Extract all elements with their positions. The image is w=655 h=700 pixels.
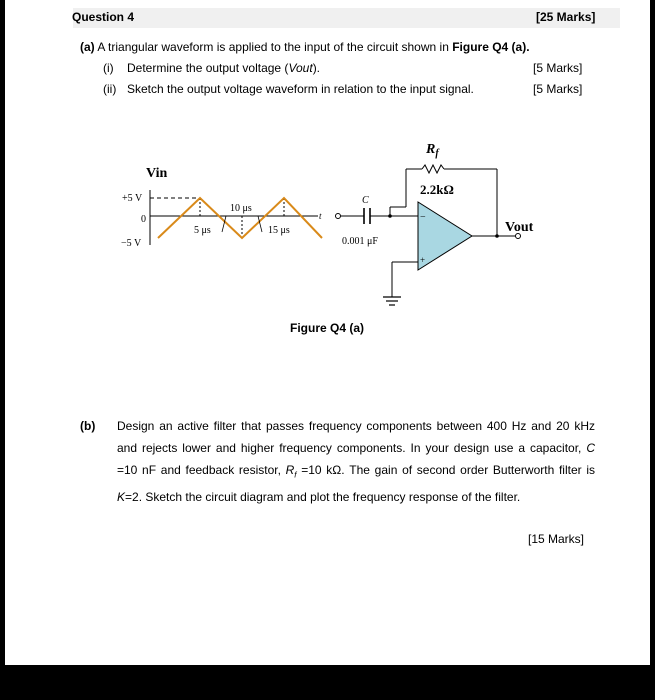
noninverting-sign: + — [420, 255, 426, 265]
part-b-seg2: =10 nF and feedback resistor, — [117, 463, 286, 477]
op-amp — [418, 202, 472, 270]
rf-subscript: f — [435, 148, 439, 159]
part-b-question — [117, 415, 595, 508]
rf-label — [425, 142, 440, 159]
part-b-rf-subscript: f — [294, 470, 297, 480]
part-b-marks: [15 Marks] — [528, 532, 585, 546]
part-b-c-symbol: C — [586, 441, 595, 455]
rf-letter: R — [426, 142, 436, 157]
part-b-k-symbol: K — [117, 490, 126, 505]
minus5-label: −5 V — [121, 238, 142, 249]
part-b-seg3: =10 kΩ. The gain of second order Butterworth filter is — [296, 463, 596, 477]
part-a-item-i-marks: [5 Marks] — [533, 61, 583, 75]
t10-label: 10 μs — [230, 203, 252, 214]
part-b-text — [117, 415, 595, 508]
part-b-label: (b) — [80, 419, 96, 433]
figure-reference: Figure Q4 — [452, 40, 509, 54]
part-a-text: A triangular waveform is applied to the input of the circuit shown in — [97, 40, 453, 54]
part-a-item-i-number: (i) — [103, 61, 114, 75]
part-a-item-i-text-main: Determine the output voltage ( — [127, 61, 289, 75]
vin-label: Vin — [146, 166, 168, 181]
inverting-sign: − — [420, 212, 426, 223]
question-title: Question 4 — [72, 10, 135, 24]
t-axis-label: t — [319, 211, 322, 221]
rf-value: 2.2kΩ — [420, 182, 454, 197]
capacitor-label: C — [362, 195, 369, 206]
t5-label: 5 μs — [194, 225, 211, 236]
part-a-item-i-vout: Vout — [288, 61, 313, 75]
t15-label: 15 μs — [268, 225, 290, 236]
figure-caption: Figure Q4 (a) — [290, 321, 365, 335]
part-a-label: (a) — [80, 40, 95, 54]
feedback-resistor — [422, 165, 444, 173]
part-a-item-ii-text: Sketch the output voltage waveform in relation to the input signal. — [127, 82, 474, 96]
part-a-item-ii-number: (ii) — [103, 82, 117, 96]
part-b-seg1: Design an active filter that passes frequency components between 400 Hz and 20 kHz and rejects lower and higher frequency components. In your design use a capacitor, — [117, 419, 595, 455]
part-a-item-i-text-end: ). — [312, 61, 321, 75]
plus5-label: +5 V — [122, 193, 143, 204]
capacitor-value: 0.001 μF — [342, 236, 378, 247]
question-total-marks: [25 Marks] — [536, 10, 596, 24]
output-junction-dot — [495, 234, 499, 238]
part-a-item-ii-marks: [5 Marks] — [533, 82, 583, 96]
vout-label: Vout — [505, 220, 534, 235]
figure-reference-suffix: (a). — [508, 40, 530, 54]
input-terminal — [336, 214, 341, 219]
part-b-seg4: =2. Sketch the circuit diagram and plot the frequency response of the filter. — [125, 490, 521, 505]
zero-label: 0 — [141, 214, 146, 225]
part-b-rf-symbol: R — [285, 463, 295, 477]
